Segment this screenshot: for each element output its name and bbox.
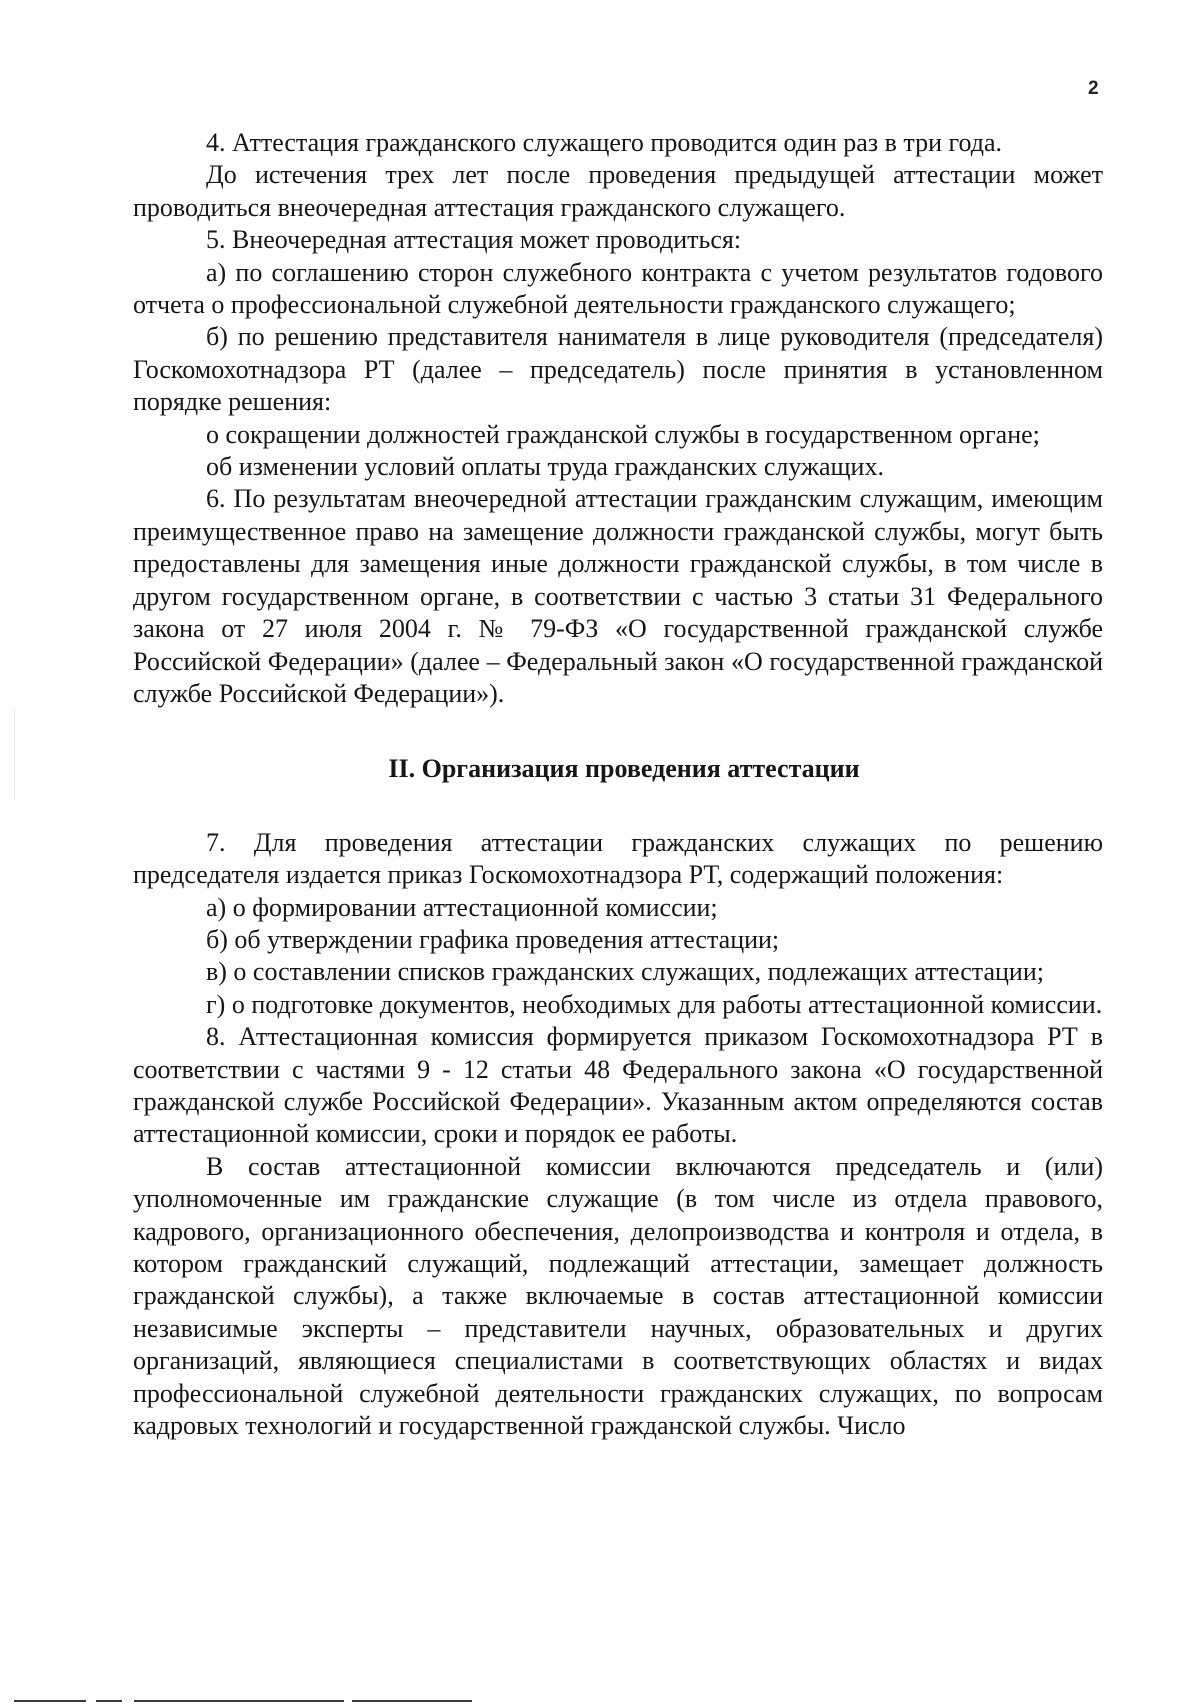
paragraph: б) по решению представителя нанимателя в лице руководителя (председателя) Госкомохотнадзора РТ (далее – председатель) после принятия в установленном порядке решения:	[133, 322, 1103, 417]
scan-margin-mark	[14, 710, 15, 800]
scan-bottom-rule	[134, 1700, 344, 1702]
paragraph: б) об утверждении графика проведения аттестации;	[206, 924, 780, 954]
paragraph: г) о подготовке документов, необходимых для работы аттестационной комиссии.	[206, 989, 1103, 1019]
scan-bottom-rule	[352, 1700, 472, 1702]
page-number: 2	[1088, 78, 1099, 99]
paragraph: 4. Аттестация гражданского служащего проводится один раз в три года.	[206, 128, 1003, 157]
scan-bottom-rule	[14, 1700, 86, 1702]
document-body	[133, 127, 1103, 1442]
paragraph: В состав аттестационной комиссии включаются председатель и (или) уполномоченные им гражданские служащие (в том числе из отдела правового, кадрового, организационного обеспечения, делопроизводства и контроля и отдела, в котором гражданский служащий, подлежащий аттестации, замещает должность гражданской службы), а также включаемые в состав аттестационной комиссии независимые эксперты – представители научных, образовательных и других организаций, являющиеся специалистами в соответствующих областях и видах профессиональной служебной деятельности гражданских служащих, по вопросам кадровых технологий и государственной гражданской службы. Число	[133, 1151, 1103, 1441]
paragraph: 8. Аттестационная комиссия формируется приказом Госкомохотнадзора РТ в соответствии с частями 9 - 12 статьи 48 Федерального закона «О государственной гражданской службе Российской Федерации». Указанным актом определяются состав аттестационной комиссии, сроки и порядок ее работы.	[133, 1022, 1103, 1149]
paragraph: 6. По результатам внеочередной аттестации гражданским служащим, имеющим преимущественное право на замещение должности гражданской службы, могут быть предоставлены для замещения иные должности гражданской службы, в том числе в другом государственном органе, в соответствии с частью 3 статьи 31 Федерального закона от 27 июля 2004 г. № 79-ФЗ «О государственной гражданской службе Российской Федерации» (далее – Федеральный закон «О государственной гражданской службе Российской Федерации»).	[133, 484, 1103, 708]
paragraph: в) о составлении списков гражданских служащих, подлежащих аттестации;	[206, 957, 1044, 987]
scan-bottom-rule	[96, 1700, 122, 1702]
paragraph: 5. Внеочередная аттестация может проводиться:	[206, 225, 742, 255]
paragraph: об изменении условий оплаты труда гражданских служащих.	[206, 452, 884, 482]
paragraph: До истечения трех лет после проведения предыдущей аттестации может проводиться внеочередная аттестация гражданского служащего.	[133, 160, 1103, 222]
section-heading: II. Организация проведения аттестации	[388, 754, 860, 784]
paragraph: а) о формировании аттестационной комиссии;	[206, 892, 718, 922]
paragraph: 7. Для проведения аттестации гражданских служащих по решению председателя издается приказ Госкомохотнадзора РТ, содержащий положения:	[133, 827, 1103, 890]
paragraph: о сокращении должностей гражданской службы в государственном органе;	[206, 419, 1040, 449]
paragraph: а) по соглашению сторон служебного контракта с учетом результатов годового отчета о профессиональной служебной деятельности гражданского служащего;	[133, 257, 1103, 320]
